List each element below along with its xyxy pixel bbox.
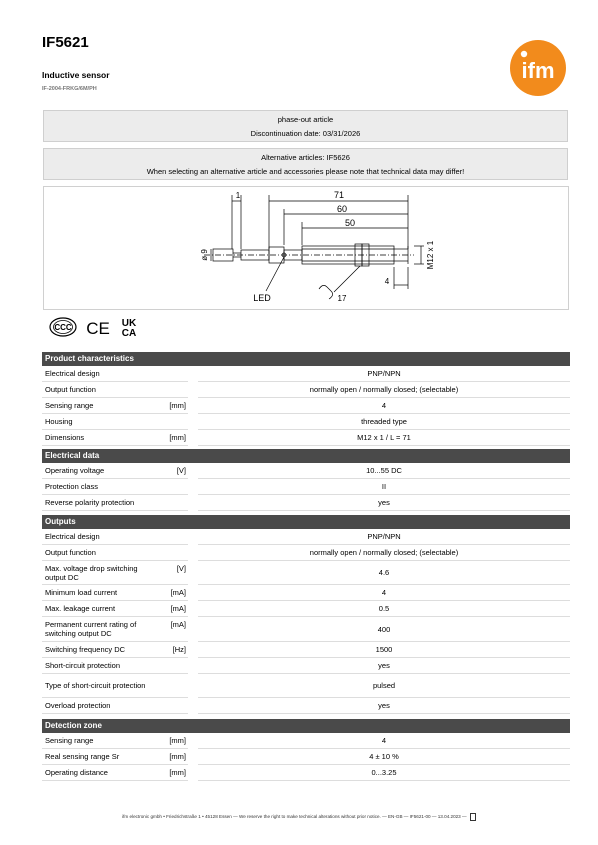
row-value: 0.5 xyxy=(198,601,570,617)
table-row xyxy=(42,601,570,617)
row-label: Overload protection xyxy=(42,698,160,714)
ce-mark: CE xyxy=(86,319,110,338)
table-row xyxy=(42,658,570,674)
dim-thread-label: M12 x 1 xyxy=(426,240,435,270)
row-value: yes xyxy=(198,495,570,511)
row-label: Dimensions xyxy=(42,430,160,446)
row-value: yes xyxy=(198,658,570,674)
row-value: 400 xyxy=(198,617,570,642)
row-value: 0...3.25 xyxy=(198,765,570,781)
table-row xyxy=(42,642,570,658)
discontinuation-date: Discontinuation date: 03/31/2026 xyxy=(250,129,361,138)
table-row xyxy=(42,366,570,382)
dim-60-label: 60 xyxy=(336,204,348,214)
certification-marks xyxy=(48,316,148,338)
table-row xyxy=(42,495,570,511)
row-label: Electrical design xyxy=(42,366,160,382)
row-label: Type of short-circuit protection xyxy=(42,674,160,698)
dim-4-label: 4 xyxy=(384,277,390,286)
table-row xyxy=(42,382,570,398)
row-unit: [V] xyxy=(160,463,188,479)
page-link-icon[interactable] xyxy=(470,813,476,821)
phase-out-notice xyxy=(43,110,568,142)
alternative-notice xyxy=(43,148,568,180)
dimension-drawing xyxy=(43,186,569,310)
row-unit xyxy=(160,382,188,398)
phase-out-label: phase-out article xyxy=(277,115,334,124)
table-row xyxy=(42,765,570,781)
sensor-drawing-svg xyxy=(44,187,568,309)
table-row xyxy=(42,698,570,714)
product-title: IF5621 xyxy=(42,34,89,51)
row-label: Output function xyxy=(42,382,160,398)
row-label: Operating voltage xyxy=(42,463,160,479)
row-unit xyxy=(160,658,188,674)
section-outputs xyxy=(42,515,570,714)
row-value: threaded type xyxy=(198,414,570,430)
row-unit xyxy=(160,495,188,511)
table-row xyxy=(42,674,570,698)
row-unit xyxy=(160,366,188,382)
ukca-mark-top: UK xyxy=(121,318,137,329)
row-unit: [mA] xyxy=(160,601,188,617)
row-value: pulsed xyxy=(198,674,570,698)
row-unit: [mm] xyxy=(160,765,188,781)
row-unit: [mA] xyxy=(160,617,188,642)
table-row xyxy=(42,529,570,545)
svg-text:ifm: ifm xyxy=(521,58,555,83)
table-row xyxy=(42,545,570,561)
table-row xyxy=(42,414,570,430)
row-label: Max. voltage drop switching output DC xyxy=(42,561,160,585)
row-label: Electrical design xyxy=(42,529,160,545)
row-value: PNP/NPN xyxy=(198,366,570,382)
row-unit: [mA] xyxy=(160,585,188,601)
row-unit xyxy=(160,674,188,698)
section-title: Detection zone xyxy=(42,719,570,733)
row-label: Protection class xyxy=(42,479,160,495)
row-label: Reverse polarity protection xyxy=(42,495,160,511)
section-title: Product characteristics xyxy=(42,352,570,366)
row-unit xyxy=(160,698,188,714)
row-label: Sensing range xyxy=(42,398,160,414)
table-row xyxy=(42,617,570,642)
row-label: Max. leakage current xyxy=(42,601,160,617)
row-label: Output function xyxy=(42,545,160,561)
row-label: Switching frequency DC xyxy=(42,642,160,658)
row-value: PNP/NPN xyxy=(198,529,570,545)
page-footer xyxy=(0,813,598,821)
table-row xyxy=(42,585,570,601)
section-title: Outputs xyxy=(42,515,570,529)
table-row xyxy=(42,463,570,479)
footer-text: ifm electronic gmbh • Friedrichstraße 1 • 45128 Essen — We reserve the right to make technical alterations without prior notice. — EN-GB — IF5621-00 — 13.04.2023 — xyxy=(122,814,467,820)
row-label: Permanent current rating of switching output DC xyxy=(42,617,160,642)
row-unit: [mm] xyxy=(160,733,188,749)
table-row xyxy=(42,479,570,495)
product-code: IF-2004-FRKG/6M/PH xyxy=(42,86,97,92)
row-label: Operating distance xyxy=(42,765,160,781)
section-detection-zone xyxy=(42,719,570,781)
row-unit: [mm] xyxy=(160,749,188,765)
row-value: normally open / normally closed; (selectable) xyxy=(198,382,570,398)
row-unit xyxy=(160,529,188,545)
row-unit: [mm] xyxy=(160,398,188,414)
product-subtitle: Inductive sensor xyxy=(42,70,110,80)
row-label: Real sensing range Sr xyxy=(42,749,160,765)
table-row xyxy=(42,561,570,585)
row-unit xyxy=(160,479,188,495)
section-title: Electrical data xyxy=(42,449,570,463)
row-unit: [Hz] xyxy=(160,642,188,658)
row-value: M12 x 1 / L = 71 xyxy=(198,430,570,446)
ukca-mark-bottom: CA xyxy=(121,328,137,338)
ccc-mark-icon xyxy=(50,318,76,336)
row-value: 4 xyxy=(198,398,570,414)
row-unit: [mm] xyxy=(160,430,188,446)
table-row xyxy=(42,749,570,765)
dim-1-label: 1 xyxy=(235,191,241,200)
row-unit xyxy=(160,414,188,430)
row-value: 4 xyxy=(198,733,570,749)
row-value: 4 ± 10 % xyxy=(198,749,570,765)
row-value: 4.6 xyxy=(198,561,570,585)
row-unit: [V] xyxy=(160,561,188,585)
dim-71-label: 71 xyxy=(333,190,345,200)
row-label: Housing xyxy=(42,414,160,430)
table-row xyxy=(42,733,570,749)
row-value: 1500 xyxy=(198,642,570,658)
dim-50-label: 50 xyxy=(344,218,356,228)
svg-text:CCC: CCC xyxy=(54,323,72,332)
row-value: normally open / normally closed; (selectable) xyxy=(198,545,570,561)
row-label: Short-circuit protection xyxy=(42,658,160,674)
row-value: II xyxy=(198,479,570,495)
alternative-articles: Alternative articles: IF5626 xyxy=(261,153,350,162)
row-label: Sensing range xyxy=(42,733,160,749)
row-value: yes xyxy=(198,698,570,714)
table-row xyxy=(42,430,570,446)
row-unit xyxy=(160,545,188,561)
ifm-logo xyxy=(510,40,566,96)
dim-17-label: 17 xyxy=(337,294,347,303)
dim-diameter-label: ø 9 xyxy=(200,249,209,261)
section-electrical-data xyxy=(42,449,570,511)
row-value: 4 xyxy=(198,585,570,601)
table-row xyxy=(42,398,570,414)
alternative-warning: When selecting an alternative article and accessories please note that technical data may differ! xyxy=(146,167,465,176)
led-label: LED xyxy=(253,293,271,303)
row-label: Minimum load current xyxy=(42,585,160,601)
section-product-characteristics xyxy=(42,352,570,446)
row-value: 10...55 DC xyxy=(198,463,570,479)
